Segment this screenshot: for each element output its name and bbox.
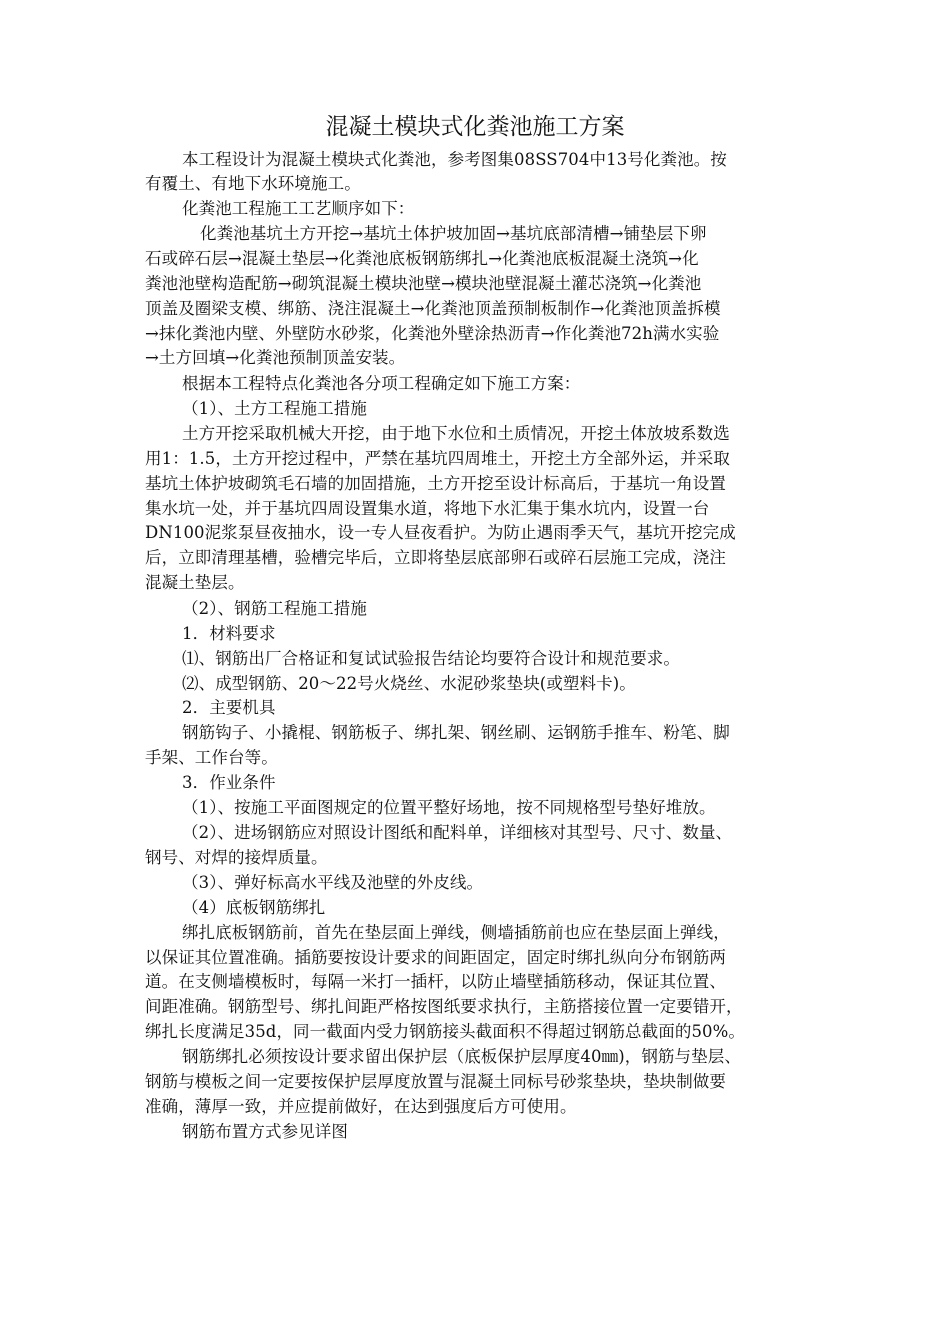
text-line: 化粪池工程施工工艺顺序如下： xyxy=(182,199,415,218)
text-line: 土方开挖采取机械大开挖，由于地下水位和土质情况，开挖土体放坡系数选 xyxy=(182,424,730,443)
text-line: 准确，薄厚一致，并应提前做好，在达到强度后方可使用。 xyxy=(145,1097,577,1116)
text-line: 基坑土体护坡砌筑毛石墙的加固措施，土方开挖至设计标高后，于基坑一角设置 xyxy=(145,474,726,493)
subsection-heading: 1．材料要求 xyxy=(182,624,276,643)
text-line: 后，立即清理基槽，验槽完毕后，立即将垫层底部卵石或碎石层施工完成，浇注 xyxy=(145,548,726,567)
text-line: 手架、工作台等。 xyxy=(145,748,278,767)
text-line: DN100泥浆泵昼夜抽水，设一专人昼夜看护。为防止遇雨季天气，基坑开挖完成 xyxy=(145,523,736,542)
section-heading: （2）、钢筋工程施工措施 xyxy=(182,599,367,618)
text-line: （1）、按施工平面图规定的位置平整好场地，按不同规格型号垫好堆放。 xyxy=(182,798,716,817)
text-line: 混凝土垫层。 xyxy=(145,573,245,592)
text-line: ⑴、钢筋出厂合格证和复试试验报告结论均要符合设计和规范要求。 xyxy=(182,649,680,668)
text-line: 顶盖及圈梁支模、绑筋、浇注混凝土→化粪池顶盖预制板制作→化粪池顶盖拆模 xyxy=(145,299,721,318)
document-title: 混凝土模块式化粪池施工方案 xyxy=(325,114,625,140)
text-line: 绑扎长度满足35d，同一截面内受力钢筋接头截面积不得超过钢筋总截面的50%。 xyxy=(145,1022,746,1041)
subsection-heading: （4）底板钢筋绑扎 xyxy=(182,898,326,917)
text-line: 钢筋绑扎必须按设计要求留出保护层（底板保护层厚度40㎜)，钢筋与垫层、 xyxy=(182,1047,741,1066)
text-line: 本工程设计为混凝土模块式化粪池，参考图集08SS704中13号化粪池。按 xyxy=(182,150,727,169)
text-line: 道。在支侧墙模板时，每隔一米打一插杆，以防止墙壁插筋移动，保证其位置、 xyxy=(145,972,726,991)
text-line: 钢筋布置方式参见详图 xyxy=(182,1122,348,1141)
text-line: 钢筋与模板之间一定要按保护层厚度放置与混凝土同标号砂浆垫块，垫块制做要 xyxy=(145,1072,726,1091)
text-line: 钢号、对焊的接焊质量。 xyxy=(145,848,328,867)
text-line: （3）、弹好标高水平线及池壁的外皮线。 xyxy=(182,873,484,892)
text-line: →抹化粪池内壁、外壁防水砂浆，化粪池外壁涂热沥青→作化粪池72h满水实验 xyxy=(145,324,720,343)
text-line: 绑扎底板钢筋前，首先在垫层面上弹线，侧墙插筋前也应在垫层面上弹线， xyxy=(182,923,730,942)
text-line: 间距准确。钢筋型号、绑扎间距严格按图纸要求执行，主筋搭接位置一定要错开， xyxy=(145,997,743,1016)
text-line: ⑵、成型钢筋、20～22号火烧丝、水泥砂浆垫块(或塑料卡)。 xyxy=(182,674,636,693)
text-line: 以保证其位置准确。插筋要按设计要求的间距固定，固定时绑扎纵向分布钢筋两 xyxy=(145,948,726,967)
text-line: （2）、进场钢筋应对照设计图纸和配料单，详细核对其型号、尺寸、数量、 xyxy=(182,823,733,842)
text-line: →土方回填→化粪池预制顶盖安装。 xyxy=(145,348,406,367)
text-line: 有覆土、有地下水环境施工。 xyxy=(145,174,361,193)
text-line: 集水坑一处，并于基坑四周设置集水道，将地下水汇集于集水坑内，设置一台 xyxy=(145,499,710,518)
subsection-heading: 2．主要机具 xyxy=(182,698,276,717)
text-line: 钢筋钩子、小撬棍、钢筋板子、绑扎架、钢丝刷、运钢筋手推车、粉笔、脚 xyxy=(182,723,730,742)
section-heading: （1）、土方工程施工措施 xyxy=(182,399,367,418)
text-line: 用1：1.5，土方开挖过程中，严禁在基坑四周堆土，开挖土方全部外运，并采取 xyxy=(145,449,730,468)
text-line: 根据本工程特点化粪池各分项工程确定如下施工方案： xyxy=(182,374,581,393)
text-line: 化粪池基坑土方开挖→基坑土体护坡加固→基坑底部清槽→铺垫层下卵 xyxy=(200,224,707,243)
subsection-heading: 3．作业条件 xyxy=(182,773,276,792)
text-line: 粪池池壁构造配筋→砌筑混凝土模块池壁→模块池壁混凝土灌芯浇筑→化粪池 xyxy=(145,274,702,293)
text-line: 石或碎石层→混凝土垫层→化粪池底板钢筋绑扎→化粪池底板混凝土浇筑→化 xyxy=(145,249,699,268)
